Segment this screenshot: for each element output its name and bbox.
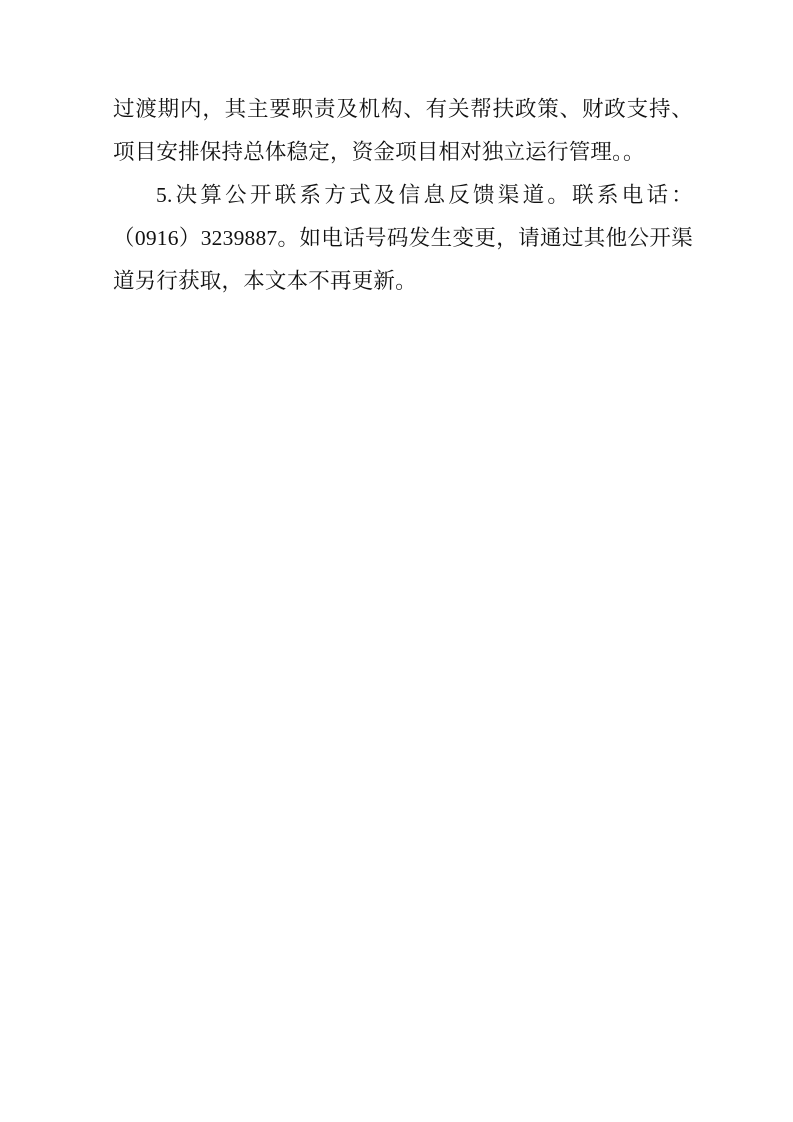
paragraph-contact-info: 5.决算公开联系方式及信息反馈渠道。联系电话：（0916）3239887。如电话号码发生变更，请通过其他公开渠道另行获取，本文本不再更新。 bbox=[113, 183, 693, 293]
paragraph-transition-period: 过渡期内，其主要职责及机构、有关帮扶政策、财政支持、项目安排保持总体稳定，资金项目相对独立运行管理。。 bbox=[113, 97, 693, 164]
document-body bbox=[113, 88, 693, 303]
